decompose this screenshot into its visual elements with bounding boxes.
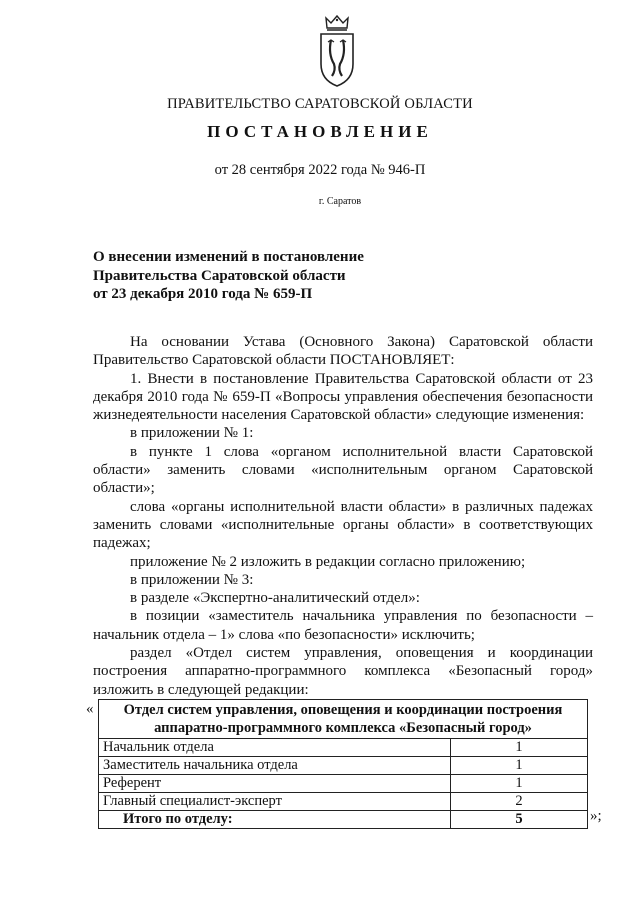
city: г. Саратов (318, 196, 362, 207)
position-cell: Референт (99, 775, 451, 793)
paragraph: в пункте 1 слова «органом исполнительной власти Саратовской области» заменить словами «исполнительным органом Саратовской области»; (93, 443, 593, 497)
position-cell: Заместитель начальника отдела (99, 757, 451, 775)
subject-line: от 23 декабря 2010 года № 659-П (93, 286, 313, 302)
position-cell: Главный специалист-эксперт (99, 793, 451, 811)
table-row (99, 775, 588, 793)
table-row (99, 793, 588, 811)
paragraph: в разделе «Экспертно-аналитический отдел»: (130, 590, 420, 607)
paragraph: в приложении № 3: (130, 571, 254, 588)
quote-open: « (86, 701, 94, 717)
total-count: 5 (451, 811, 588, 829)
decree-body (93, 333, 593, 699)
document-type: ПОСТАНОВЛЕНИЕ (207, 122, 433, 141)
table-row (99, 739, 588, 757)
table-heading-row (99, 700, 588, 739)
government-name: ПРАВИТЕЛЬСТВО САРАТОВСКОЙ ОБЛАСТИ (167, 96, 473, 112)
paragraph: раздел «Отдел систем управления, оповещения и координации построения аппаратно-программного комплекса «Безопасный город» изложить в следующей редакции: (93, 645, 593, 698)
paragraph: слова «органы исполнительной власти области» в различных падежах заменить словами «исполнительные органы области» в соответствующих падежах; (93, 498, 593, 552)
paragraph: 1. Внести в постановление Правительства Саратовской области от 23 декабря 2010 года № 659-П «Вопросы управления обеспечения безопасности жизнедеятельности населения Саратовской области» следующие изменения: (93, 370, 593, 424)
decree-subject (93, 248, 364, 304)
position-cell: Начальник отдела (99, 739, 451, 757)
staff-table (98, 699, 588, 829)
count-cell: 1 (451, 757, 588, 775)
table-row (99, 757, 588, 775)
count-cell: 2 (451, 793, 588, 811)
paragraph: На основании Устава (Основного Закона) Саратовской области Правительство Саратовской области ПОСТАНОВЛЯЕТ: (93, 334, 593, 369)
paragraph: приложение № 2 изложить в редакции согласно приложению; (130, 553, 526, 570)
subject-line: Правительства Саратовской области (93, 267, 346, 284)
table-total-row (99, 811, 588, 829)
total-label: Итого по отделу: (99, 811, 451, 829)
quote-close: »; (590, 808, 602, 824)
paragraph: в приложении № 1: (130, 425, 254, 442)
subject-line: О внесении изменений в постановление (93, 249, 364, 265)
saratov-coat-of-arms-icon (318, 14, 356, 88)
table-heading: Отдел систем управления, оповещения и координации построения аппаратно-программного комплекса «Безопасный город» (99, 700, 588, 739)
decree-date-number: от 28 сентября 2022 года № 946-П (214, 162, 426, 178)
paragraph: в позиции «заместитель начальника управления по безопасности – начальник отдела – 1» слова «по безопасности» исключить; (93, 608, 593, 643)
count-cell: 1 (451, 775, 588, 793)
count-cell: 1 (451, 739, 588, 757)
